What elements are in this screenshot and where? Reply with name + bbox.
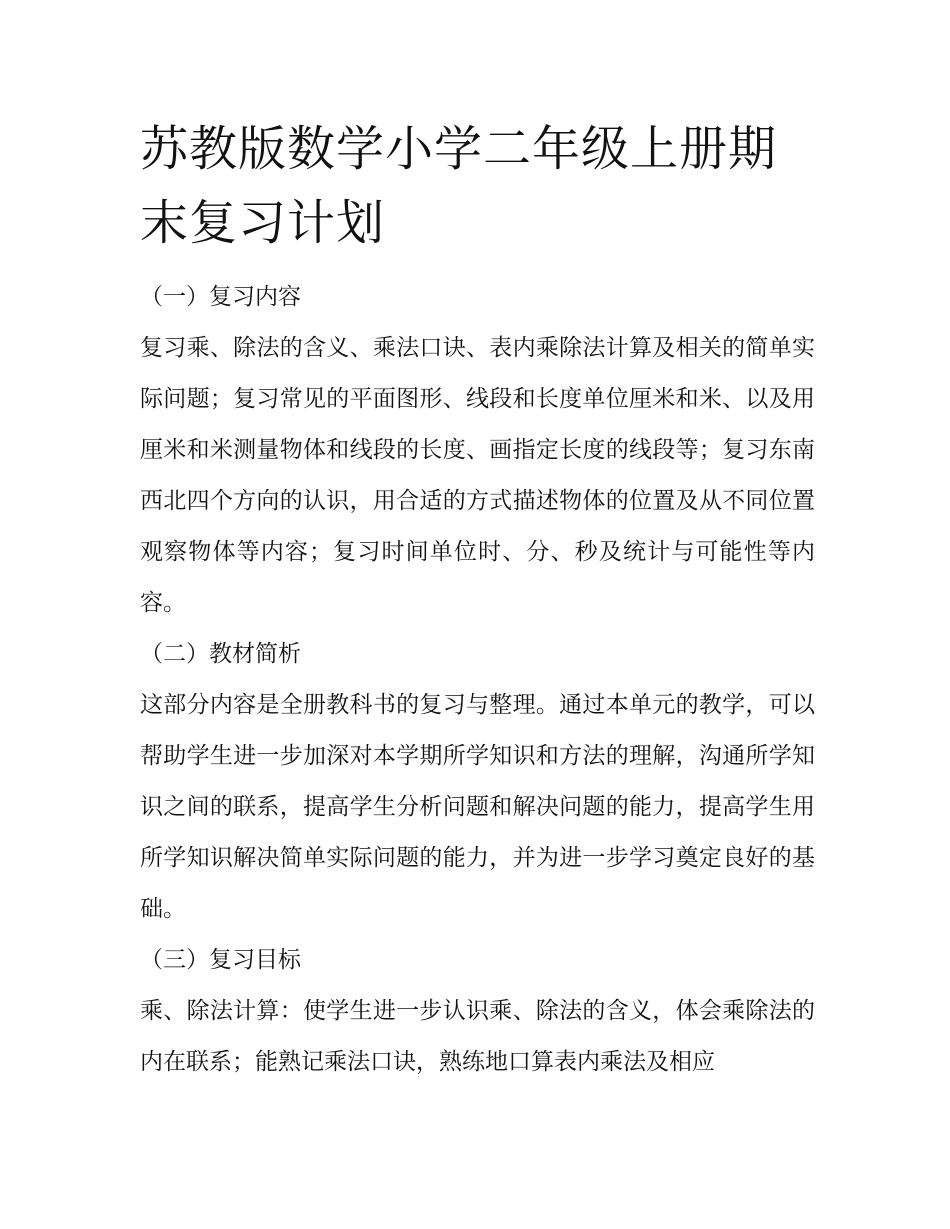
section-heading-review-content: （一）复习内容 xyxy=(140,284,301,310)
section-body-review-goals: 乘、除法计算：使学生进一步认识乘、除法的含义，体会乘除法的内在联系；能熟记乘法口诀，熟练地口算表内乘法及相应 xyxy=(140,998,815,1075)
section-body-review-content: 复习乘、除法的含义、乘法口诀、表内乘除法计算及相关的简单实际问题；复习常见的平面图形、线段和长度单位厘米和米、以及用厘米和米测量物体和线段的长度、画指定长度的线段等；复习东南西北四个方向的认识，用合适的方式描述物体的位置及从不同位置观察物体等内容；复习时间单位时、分、秒及统计与可能性等内容。 xyxy=(140,335,815,616)
section-heading-review-goals: （三）复习目标 xyxy=(140,947,301,973)
document-page xyxy=(140,112,815,1088)
document-title: 苏教版数学小学二年级上册期末复习计划 xyxy=(140,121,778,251)
section-heading-textbook-analysis: （二）教材简析 xyxy=(140,641,301,667)
section-body-textbook-analysis: 这部分内容是全册教科书的复习与整理。通过本单元的教学，可以帮助学生进一步加深对本学期所学知识和方法的理解，沟通所学知识之间的联系，提高学生分析问题和解决问题的能力，提高学生用所学知识解决简单实际问题的能力，并为进一步学习奠定良好的基础。 xyxy=(140,692,815,922)
